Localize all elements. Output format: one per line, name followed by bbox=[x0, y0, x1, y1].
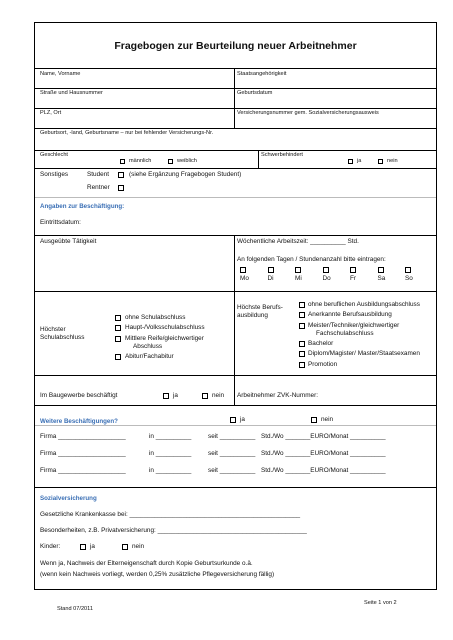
day-label-sa: Sa bbox=[377, 275, 386, 282]
disabled-yes-label: ja bbox=[357, 158, 362, 164]
other-jobs-no-checkbox[interactable] bbox=[311, 417, 317, 423]
construction-no-checkbox[interactable] bbox=[202, 393, 208, 399]
divider bbox=[35, 375, 436, 376]
job-row-firm: Firma ___________________ bbox=[40, 450, 126, 457]
social-heading: Sozialversicherung bbox=[40, 495, 97, 502]
job-row-hours: Std./Wo _______EURO/Monat __________ bbox=[261, 433, 386, 440]
start-date-label: Eintrittsdatum: bbox=[40, 219, 81, 226]
school-abitur-checkbox[interactable] bbox=[115, 354, 121, 360]
school-option-mittlere: Mittlere Reife/gleichwertiger bbox=[125, 335, 204, 342]
prof-bachelor-checkbox[interactable] bbox=[299, 341, 305, 347]
disabled-yes-checkbox[interactable] bbox=[348, 159, 353, 164]
prof-diplom-checkbox[interactable] bbox=[299, 351, 305, 357]
day-checkbox-mi[interactable] bbox=[295, 267, 301, 273]
prof-label-line2: ausbildung bbox=[237, 312, 268, 319]
prof-none-checkbox[interactable] bbox=[299, 302, 305, 308]
footer-page: Seite 1 von 2 bbox=[364, 600, 397, 606]
construction-label: Im Baugewerbe beschäftigt bbox=[40, 392, 118, 399]
job-row-since: seit __________ bbox=[208, 433, 256, 440]
children-label: Kinder: bbox=[40, 543, 61, 550]
job-row-since: seit __________ bbox=[208, 450, 256, 457]
special-line: Besonderheiten, z.B. Privatversicherung: __________________________________________ bbox=[40, 527, 307, 534]
job-row-in: in __________ bbox=[149, 433, 192, 440]
prof-option-bachelor: Bachelor bbox=[308, 340, 334, 347]
other-jobs-heading: Weitere Beschäftigungen? bbox=[40, 418, 118, 425]
disabled-label: Schwerbehindert bbox=[261, 152, 303, 158]
divider bbox=[35, 487, 436, 488]
days-hours-label: An folgenden Tagen / Stundenanzahl bitte eintragen: bbox=[237, 256, 386, 263]
school-haupt-checkbox[interactable] bbox=[115, 325, 121, 331]
street-field-label: Straße und Hausnummer bbox=[40, 90, 103, 96]
divider bbox=[35, 405, 436, 406]
gender-label: Geschlecht bbox=[40, 152, 68, 158]
female-label: weiblich bbox=[177, 158, 197, 164]
student-note: (siehe Ergänzung Fragebogen Student) bbox=[129, 171, 242, 178]
job-row-firm: Firma ___________________ bbox=[40, 467, 126, 474]
prof-option-none: ohne beruflichen Ausbildungsabschluss bbox=[308, 301, 420, 308]
school-mittlere-checkbox[interactable] bbox=[115, 336, 121, 342]
divider bbox=[35, 425, 436, 426]
activity-label: Ausgeübte Tätigkeit bbox=[40, 238, 97, 245]
city-field-label: PLZ, Ort bbox=[40, 110, 62, 116]
school-option-abitur: Abitur/Fachabitur bbox=[125, 353, 174, 360]
insurance-line: Gesetzliche Krankenkasse bei: ________________________________________________ bbox=[40, 511, 301, 518]
construction-no-label: nein bbox=[212, 392, 225, 399]
job-row-hours: Std./Wo _______EURO/Monat __________ bbox=[261, 450, 386, 457]
day-label-di: Di bbox=[267, 275, 274, 282]
prof-option-master: Meister/Techniker/gleichwertiger bbox=[308, 322, 400, 329]
day-checkbox-mo[interactable] bbox=[240, 267, 246, 273]
school-option-none: ohne Schulabschluss bbox=[125, 314, 186, 321]
male-label: männlich bbox=[129, 158, 152, 164]
divider bbox=[35, 108, 436, 109]
pensioner-label: Rentner bbox=[87, 184, 110, 191]
school-option-mittlere-cont: Abschluss bbox=[133, 343, 163, 350]
divider bbox=[35, 168, 436, 169]
zvk-label: Arbeitnehmer ZVK-Nummer: bbox=[237, 392, 318, 399]
birthplace-field-label: Geburtsort, -land, Geburtsname – nur bei fehlender Versicherungs-Nr. bbox=[40, 130, 214, 136]
day-label-do: Do bbox=[322, 275, 331, 282]
job-row-in: in __________ bbox=[149, 467, 192, 474]
divider bbox=[35, 197, 436, 198]
divider bbox=[234, 375, 235, 405]
job-row-hours: Std./Wo _______EURO/Monat __________ bbox=[261, 467, 386, 474]
student-checkbox[interactable] bbox=[118, 172, 124, 178]
children-no-checkbox[interactable] bbox=[122, 544, 128, 550]
divider bbox=[234, 68, 235, 128]
divider bbox=[35, 68, 436, 69]
job-row-in: in __________ bbox=[149, 450, 192, 457]
misc-label: Sonstiges bbox=[40, 171, 69, 178]
prof-master-checkbox[interactable] bbox=[299, 323, 305, 329]
other-jobs-no-label: nein bbox=[321, 416, 334, 423]
children-note-2: (wenn kein Nachweis vorliegt, werden 0,25% zusätzliche Pflegeversicherung fällig) bbox=[40, 571, 275, 578]
pensioner-checkbox[interactable] bbox=[118, 185, 124, 191]
form-title: Fragebogen zur Beurteilung neuer Arbeitnehmer bbox=[114, 40, 357, 52]
divider bbox=[234, 235, 235, 375]
female-checkbox[interactable] bbox=[168, 159, 173, 164]
prof-option-diplom: Diplom/Magister/ Master/Staatsexamen bbox=[308, 350, 420, 357]
other-jobs-yes-label: ja bbox=[240, 416, 245, 423]
day-label-mo: Mo bbox=[240, 275, 249, 282]
divider bbox=[35, 235, 436, 236]
footer-stand: Stand 07/2011 bbox=[57, 606, 93, 612]
other-jobs-yes-checkbox[interactable] bbox=[230, 417, 236, 423]
employment-heading: Angaben zur Beschäftigung: bbox=[40, 203, 125, 210]
disabled-no-checkbox[interactable] bbox=[378, 159, 383, 164]
day-checkbox-so[interactable] bbox=[405, 267, 411, 273]
questionnaire-form bbox=[34, 22, 437, 590]
weekly-hours-label: Wöchentliche Arbeitszeit: __________ Std. bbox=[237, 238, 359, 245]
school-label-line2: Schulabschluss bbox=[40, 334, 85, 341]
day-label-so: So bbox=[405, 275, 413, 282]
job-row-since: seit __________ bbox=[208, 467, 256, 474]
divider bbox=[35, 150, 436, 151]
student-label: Student bbox=[87, 171, 110, 178]
birthdate-field-label: Geburtsdatum bbox=[237, 90, 273, 96]
day-label-fr: Fr bbox=[350, 275, 357, 282]
name-field-label: Name, Vorname bbox=[40, 71, 81, 77]
school-option-haupt: Haupt-/Volksschulabschluss bbox=[125, 324, 205, 331]
children-no-label: nein bbox=[132, 543, 145, 550]
prof-option-apprentice: Anerkannte Berufsausbildung bbox=[308, 311, 392, 318]
children-yes-checkbox[interactable] bbox=[80, 544, 86, 550]
prof-label-line1: Höchste Berufs- bbox=[237, 304, 283, 311]
day-label-mi: Mi bbox=[295, 275, 302, 282]
day-checkbox-do[interactable] bbox=[323, 267, 329, 273]
prof-promotion-checkbox[interactable] bbox=[299, 362, 305, 368]
male-checkbox[interactable] bbox=[120, 159, 125, 164]
divider bbox=[35, 128, 436, 129]
nationality-field-label: Staatsangehörigkeit bbox=[237, 71, 287, 77]
divider bbox=[258, 150, 259, 168]
construction-yes-label: ja bbox=[173, 392, 178, 399]
day-checkbox-fr[interactable] bbox=[350, 267, 356, 273]
prof-option-master-cont: Fachschulabschluss bbox=[316, 330, 374, 337]
job-row-firm: Firma ___________________ bbox=[40, 433, 126, 440]
school-label-line1: Höchster bbox=[40, 326, 66, 333]
day-checkbox-sa[interactable] bbox=[378, 267, 384, 273]
prof-apprentice-checkbox[interactable] bbox=[299, 312, 305, 318]
construction-yes-checkbox[interactable] bbox=[163, 393, 169, 399]
divider bbox=[35, 88, 436, 89]
social-number-field-label: Versicherungsnummer gem. Sozialversicherungsausweis bbox=[237, 110, 379, 116]
children-note-1: Wenn ja, Nachweis der Elterneigenschaft durch Kopie Geburtsurkunde o.ä. bbox=[40, 560, 253, 567]
day-checkbox-di[interactable] bbox=[268, 267, 274, 273]
school-none-checkbox[interactable] bbox=[115, 315, 121, 321]
children-yes-label: ja bbox=[90, 543, 95, 550]
divider bbox=[35, 291, 436, 292]
prof-option-promotion: Promotion bbox=[308, 361, 338, 368]
disabled-no-label: nein bbox=[387, 158, 398, 164]
